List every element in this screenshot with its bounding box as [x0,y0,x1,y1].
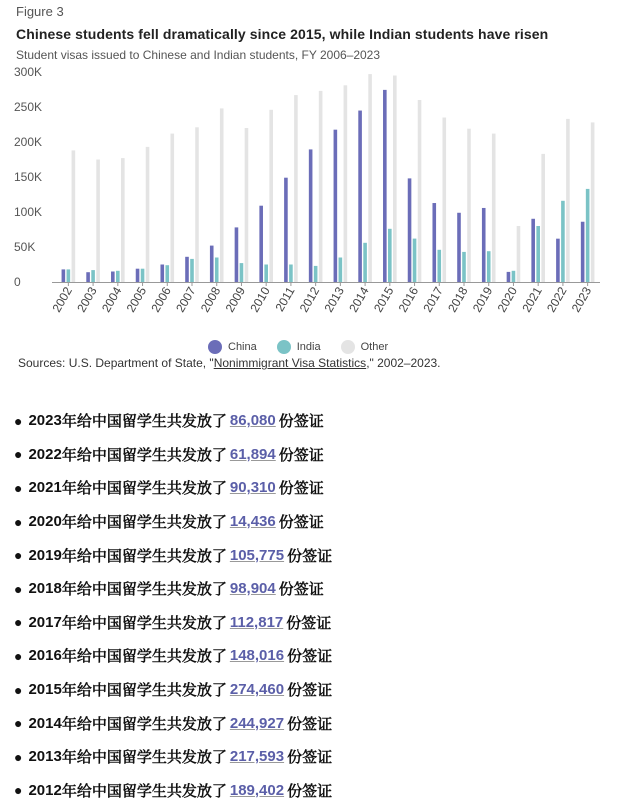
fact-suffix: 份签证 [287,715,333,733]
bar-china-2002 [62,269,66,282]
fact-item [14,438,614,472]
fact-suffix: 份签证 [278,514,324,532]
bar-china-2010 [259,206,263,282]
fact-suffix: 份签证 [286,614,332,632]
x-tick-label: 2004 [98,284,125,315]
legend-swatch-china [208,340,222,354]
bar-china-2020 [507,272,511,282]
bar-india-2023 [586,189,590,282]
fact-suffix: 份签证 [278,581,324,599]
fact-suffix: 份签证 [287,782,333,800]
fact-prefix: 年给中国留学生共发放了 [61,480,227,498]
y-tick-label: 0 [14,275,21,289]
bar-india-2008 [215,258,219,283]
bar-other-2007 [195,127,199,282]
legend-item-india [277,340,321,354]
x-tick-label: 2022 [544,284,570,315]
bar-india-2010 [264,265,268,283]
bullet-icon: ● [14,479,23,496]
bar-other-2012 [319,91,323,282]
bar-china-2012 [309,149,313,282]
bar-other-2015 [393,76,397,283]
fact-prefix: 年给中国留学生共发放了 [61,581,227,599]
y-tick-label: 100K [14,205,43,219]
figure-label: Figure 3 [16,4,64,19]
x-tick-label: 2013 [321,284,347,315]
fact-prefix: 年给中国留学生共发放了 [61,715,227,733]
y-tick-label: 50K [14,240,36,254]
bar-china-2017 [432,203,436,282]
figure [0,0,620,380]
bar-other-2009 [245,128,249,282]
x-tick-label: 2020 [494,284,521,315]
x-tick-label: 2002 [49,284,75,315]
fact-value: 148,016 [229,647,285,665]
y-tick-label: 150K [14,170,43,184]
sources-note [18,356,441,370]
fact-year: 2019 [28,546,62,564]
x-tick-label: 2021 [519,284,545,315]
fact-value: 105,775 [229,546,285,564]
fact-prefix: 年给中国留学生共发放了 [61,648,227,666]
fact-suffix: 份签证 [287,547,333,565]
legend-label-china: China [228,341,257,353]
bar-india-2009 [240,263,244,282]
bar-china-2011 [284,178,288,282]
fact-year: 2014 [28,714,62,732]
bar-china-2005 [136,269,140,282]
bar-india-2019 [487,251,491,282]
bar-other-2004 [121,158,125,282]
legend-item-other [341,340,389,354]
bar-china-2015 [383,90,387,282]
fact-year: 2021 [28,479,62,497]
x-tick-label: 2023 [568,284,595,315]
bar-other-2016 [418,100,422,282]
bar-china-2014 [358,111,362,282]
fact-year: 2020 [28,513,62,531]
fact-item [14,471,614,505]
bullet-icon: ● [14,513,23,530]
fact-value: 14,436 [229,513,276,531]
legend-label-india: India [296,341,321,353]
bar-other-2010 [269,110,273,282]
bar-india-2004 [116,271,120,282]
fact-value: 274,460 [229,681,285,699]
bar-india-2005 [141,269,145,282]
fact-year: 2022 [28,445,62,463]
bullet-icon: ● [14,748,23,765]
x-tick-label: 2012 [296,284,323,315]
bar-india-2021 [536,226,540,282]
visa-facts-list [14,404,614,807]
x-tick-label: 2014 [346,284,372,315]
fact-prefix: 年给中国留学生共发放了 [61,446,227,464]
fact-value: 90,310 [229,479,276,497]
legend-label-other: Other [360,341,389,353]
bullet-icon: ● [14,580,23,597]
legend-swatch-other [341,340,355,354]
bar-other-2008 [220,108,224,282]
bullet-icon: ● [14,647,23,664]
x-tick-label: 2007 [173,284,199,315]
fact-prefix: 年给中国留学生共发放了 [61,514,227,532]
fact-suffix: 份签证 [287,682,333,700]
fact-item [14,404,614,438]
x-tick-label: 2008 [197,284,224,315]
bar-india-2017 [437,250,441,282]
bar-other-2011 [294,95,298,282]
fact-suffix: 份签证 [278,413,324,431]
bar-china-2016 [408,178,412,282]
fact-prefix: 年给中国留学生共发放了 [61,682,227,700]
fact-value: 112,817 [229,613,284,631]
bar-india-2013 [339,258,343,283]
bullet-icon: ● [14,681,23,698]
chart-legend [208,340,388,354]
bar-china-2006 [160,265,164,283]
bar-other-2017 [442,118,446,283]
x-tick-label: 2016 [395,284,422,315]
fact-item [14,538,614,572]
bar-china-2023 [581,222,585,282]
fact-prefix: 年给中国留学生共发放了 [61,782,227,800]
bar-other-2013 [344,85,348,282]
bar-other-2018 [467,129,471,282]
bar-other-2002 [72,150,76,282]
fact-year: 2016 [28,647,62,665]
x-tick-label: 2009 [222,284,249,315]
bar-india-2006 [165,265,169,282]
bar-china-2009 [235,227,239,282]
bar-india-2012 [314,266,318,282]
bar-china-2004 [111,272,115,283]
bar-india-2020 [512,271,516,282]
bar-china-2018 [457,213,461,282]
bar-india-2007 [190,259,194,282]
bullet-icon: ● [14,614,23,631]
bar-other-2022 [566,119,570,282]
fact-value: 61,894 [229,445,276,463]
bar-china-2007 [185,257,189,282]
fact-year: 2013 [28,748,62,766]
bar-other-2014 [368,74,372,282]
legend-item-china [208,340,257,354]
bar-india-2016 [413,239,417,282]
bar-india-2002 [67,269,71,282]
bar-other-2021 [541,154,545,282]
x-tick-label: 2017 [420,284,446,315]
bar-other-2020 [517,226,521,282]
x-tick-label: 2010 [247,284,273,315]
bar-other-2023 [591,122,595,282]
fact-item [14,639,614,673]
bar-china-2019 [482,208,486,282]
fact-prefix: 年给中国留学生共发放了 [61,547,227,565]
x-tick-label: 2006 [148,284,174,315]
fact-value: 86,080 [229,412,276,430]
bar-chart [0,60,620,335]
sources-link[interactable]: Nonimmigrant Visa Statistics [213,356,367,370]
fact-suffix: 份签证 [287,749,333,767]
y-tick-label: 300K [14,65,43,79]
bar-china-2021 [531,219,535,282]
bar-other-2005 [146,147,150,282]
bullet-icon: ● [14,715,23,732]
bar-india-2003 [91,270,95,282]
bar-china-2013 [334,130,338,282]
bar-other-2003 [96,160,100,283]
fact-value: 189,402 [229,781,285,799]
fact-item [14,505,614,539]
y-tick-label: 250K [14,100,43,114]
bullet-icon: ● [14,446,23,463]
fact-prefix: 年给中国留学生共发放了 [61,614,227,632]
fact-year: 2017 [28,613,62,631]
bar-india-2015 [388,229,392,282]
bar-china-2003 [86,272,90,282]
x-tick-label: 2015 [370,284,397,315]
sources-suffix: ," 2002–2023. [366,356,441,370]
bullet-icon: ● [14,547,23,564]
fact-suffix: 份签证 [287,648,333,666]
fact-year: 2023 [28,412,62,430]
fact-prefix: 年给中国留学生共发放了 [61,413,227,431]
bar-india-2011 [289,265,293,283]
x-tick-label: 2018 [445,284,471,315]
sources-prefix: Sources: U.S. Department of State, " [18,356,214,370]
x-tick-label: 2019 [469,284,496,315]
y-tick-label: 200K [14,135,43,149]
fact-item [14,606,614,640]
bar-china-2008 [210,246,214,282]
fact-suffix: 份签证 [278,480,324,498]
fact-item [14,572,614,606]
bar-india-2022 [561,201,565,282]
legend-swatch-india [277,340,291,354]
x-tick-label: 2003 [74,284,100,315]
fact-item [14,673,614,707]
bar-other-2019 [492,134,496,282]
x-tick-label: 2005 [123,284,150,315]
fact-prefix: 年给中国留学生共发放了 [61,749,227,767]
bar-india-2018 [462,252,466,282]
bullet-icon: ● [14,412,23,429]
x-tick-label: 2011 [272,284,298,314]
fact-suffix: 份签证 [278,446,324,464]
fact-value: 98,904 [229,580,276,598]
fact-year: 2012 [28,781,62,799]
chart-title: Chinese students fell dramatically since 2015, while Indian students have risen [16,26,549,42]
bar-china-2022 [556,239,560,282]
fact-year: 2018 [28,580,62,598]
bullet-icon: ● [14,782,23,799]
fact-item [14,706,614,740]
chart-subtitle: Student visas issued to Chinese and Indian students, FY 2006–2023 [16,48,381,62]
fact-item [14,740,614,774]
fact-year: 2015 [28,681,62,699]
fact-value: 244,927 [229,714,285,732]
fact-value: 217,593 [229,748,285,766]
bar-other-2006 [170,134,174,282]
bar-india-2014 [363,243,367,282]
